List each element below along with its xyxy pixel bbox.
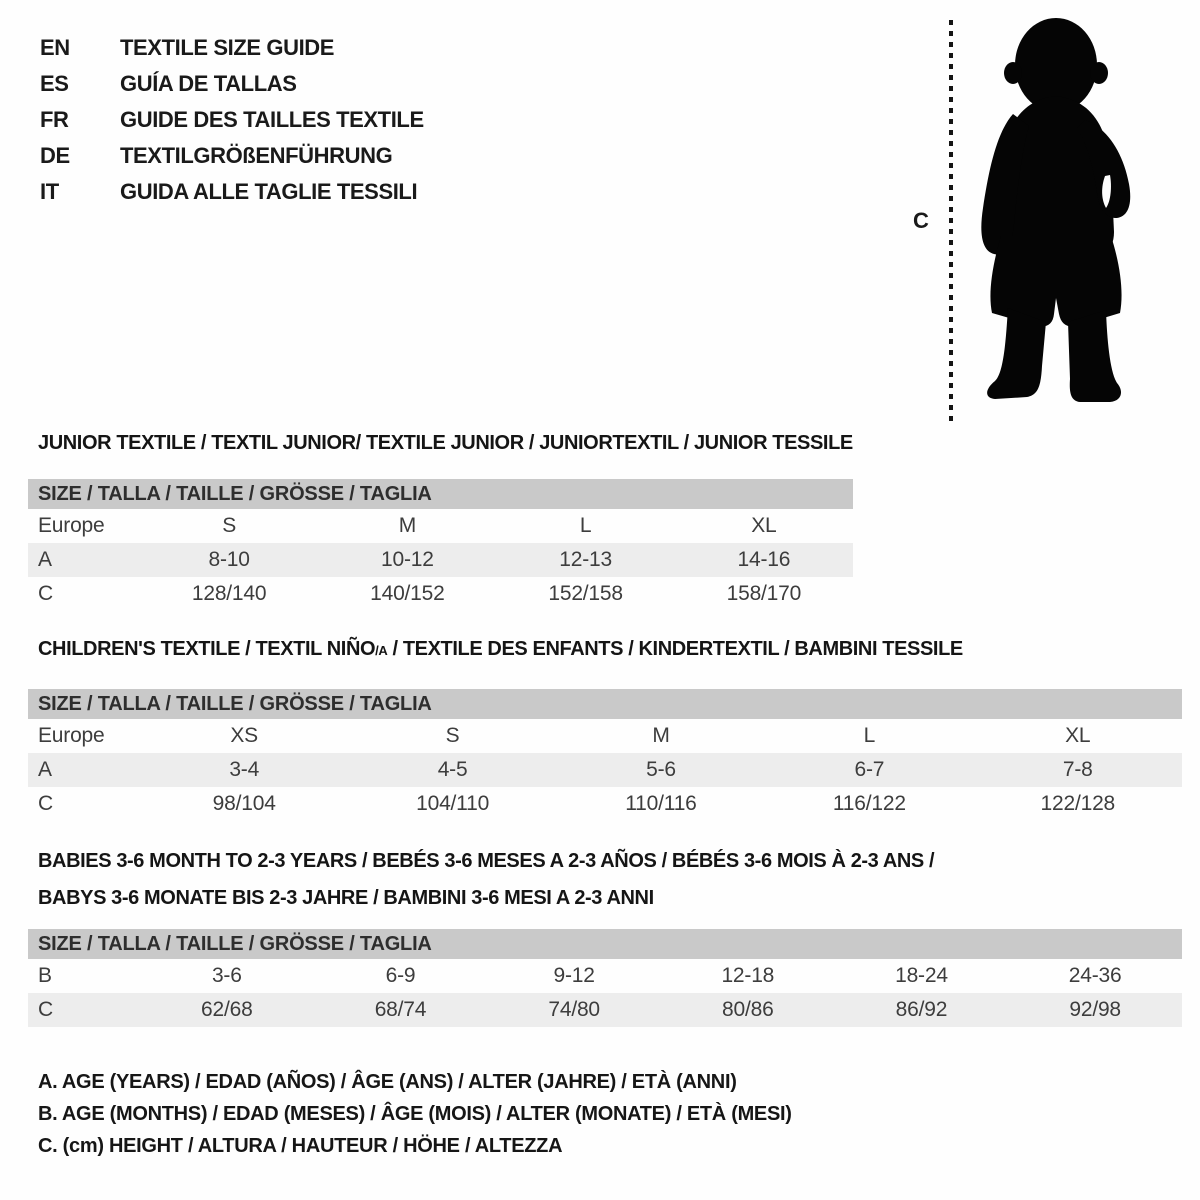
size-cell: 74/80 — [487, 993, 661, 1027]
size-cell: 14-16 — [675, 543, 853, 577]
measurement-legend — [38, 1066, 792, 1162]
section-title-line: BABYS 3-6 MONATE BIS 2-3 JAHRE / BAMBINI 3-6 MESI A 2-3 ANNI — [38, 887, 654, 909]
size-cell: M — [398, 514, 417, 537]
size-cell: 18-24 — [895, 964, 948, 987]
size-cell: 122/128 — [1040, 792, 1116, 815]
size-cell: L — [863, 724, 876, 747]
size-cell: 7-8 — [974, 753, 1182, 787]
language-row-de — [40, 138, 424, 174]
section-children-textile — [28, 637, 1182, 821]
language-row-fr — [40, 102, 424, 138]
size-cell: 80/86 — [661, 993, 835, 1027]
table-header-row — [28, 929, 1182, 959]
language-code: ES — [40, 71, 69, 96]
size-cell: 86/92 — [835, 993, 1009, 1027]
language-row-en — [40, 30, 424, 66]
section-title-part: / TEXTILE DES ENFANTS / KINDERTEXTIL / BAMBINI TESSILE — [387, 638, 963, 660]
section-title — [38, 843, 1182, 917]
size-cell: 116/122 — [832, 792, 906, 815]
table-row — [28, 543, 853, 577]
language-row-es — [40, 66, 424, 102]
size-header-bar: SIZE / TALLA / TAILLE / GRÖSSE / TAGLIA — [28, 929, 1182, 959]
language-title: TEXTILE SIZE GUIDE — [120, 35, 335, 60]
size-cell: 8-10 — [140, 543, 318, 577]
row-label: Europe — [38, 514, 105, 537]
table-row — [28, 787, 1182, 821]
row-label: B — [38, 964, 52, 987]
section-title-subscript: /A — [375, 643, 388, 658]
row-label: C — [38, 792, 53, 815]
size-cell: XL — [751, 514, 777, 537]
language-title: GUIDA ALLE TAGLIE TESSILI — [120, 179, 418, 204]
section-title-line: BABIES 3-6 MONTH TO 2-3 YEARS / BEBÉS 3-6 MESES A 2-3 AÑOS / BÉBÉS 3-6 MOIS À 2-3 ANS / — [38, 850, 935, 872]
table-header-row — [28, 479, 853, 509]
size-header-bar: SIZE / TALLA / TAILLE / GRÖSSE / TAGLIA — [28, 689, 1182, 719]
language-title: TEXTILGRÖßENFÜHRUNG — [120, 143, 393, 168]
babies-size-table — [28, 929, 1182, 1027]
section-title-part: CHILDREN'S TEXTILE / TEXTIL NIÑO — [38, 638, 376, 660]
section-babies-textile — [28, 843, 1182, 1027]
row-label: C — [28, 993, 140, 1027]
size-cell: S — [222, 514, 237, 537]
size-cell: 3-6 — [211, 964, 242, 987]
size-cell: L — [579, 514, 592, 537]
size-cell: XL — [1065, 724, 1091, 747]
size-cell: 24-36 — [1068, 964, 1122, 987]
size-cell: 6-9 — [385, 964, 416, 987]
height-dashed-line — [949, 20, 953, 422]
legend-line-c: C. (cm) HEIGHT / ALTURA / HAUTEUR / HÖHE / ALTEZZA — [38, 1135, 563, 1157]
height-measure-figure — [905, 8, 1175, 433]
table-header-row — [28, 689, 1182, 719]
size-cell: 5-6 — [557, 753, 765, 787]
children-size-table — [28, 689, 1182, 821]
language-code: IT — [40, 179, 59, 204]
language-code: DE — [40, 143, 70, 168]
section-junior-textile — [28, 431, 853, 611]
size-cell: 9-12 — [553, 964, 595, 987]
size-cell: 158/170 — [726, 582, 802, 605]
table-row — [28, 993, 1182, 1027]
section-title: JUNIOR TEXTILE / TEXTIL JUNIOR/ TEXTILE JUNIOR / JUNIORTEXTIL / JUNIOR TESSILE — [38, 432, 853, 454]
size-header-bar: SIZE / TALLA / TAILLE / GRÖSSE / TAGLIA — [28, 479, 853, 509]
size-cell: 152/158 — [548, 582, 623, 605]
size-cell: 12-18 — [721, 964, 775, 987]
size-cell: 4-5 — [348, 753, 556, 787]
language-row-it — [40, 174, 424, 210]
language-code: EN — [40, 35, 70, 60]
size-cell: 62/68 — [140, 993, 314, 1027]
row-label: A — [28, 753, 140, 787]
legend-line-a: A. AGE (YEARS) / EDAD (AÑOS) / ÂGE (ANS) / ALTER (JAHRE) / ETÀ (ANNI) — [38, 1071, 737, 1093]
size-cell: 6-7 — [765, 753, 973, 787]
size-cell: XS — [230, 724, 258, 747]
size-cell: 92/98 — [1008, 993, 1182, 1027]
size-cell: 98/104 — [212, 792, 276, 815]
table-row — [28, 509, 853, 543]
table-row — [28, 959, 1182, 993]
language-code: FR — [40, 107, 69, 132]
language-title: GUÍA DE TALLAS — [120, 71, 297, 96]
size-cell: 140/152 — [370, 582, 445, 605]
size-cell: S — [445, 724, 460, 747]
table-row — [28, 753, 1182, 787]
legend-line-b: B. AGE (MONTHS) / EDAD (MESES) / ÂGE (MOIS) / ALTER (MONATE) / ETÀ (MESI) — [38, 1103, 792, 1125]
row-label: C — [38, 582, 53, 605]
size-cell: 3-4 — [140, 753, 348, 787]
size-cell: 128/140 — [191, 582, 267, 605]
table-row — [28, 577, 853, 611]
toddler-silhouette-icon — [967, 10, 1147, 425]
row-label: A — [28, 543, 140, 577]
language-list — [40, 30, 424, 210]
section-title — [38, 637, 1182, 663]
size-cell: 12-13 — [497, 543, 675, 577]
size-cell: 110/116 — [625, 792, 697, 815]
size-cell: 10-12 — [318, 543, 496, 577]
size-cell: M — [652, 724, 670, 747]
junior-size-table — [28, 479, 853, 611]
table-row — [28, 719, 1182, 753]
size-cell: 104/110 — [416, 792, 490, 815]
size-cell: 68/74 — [314, 993, 488, 1027]
row-label: Europe — [38, 724, 105, 747]
language-title: GUIDE DES TAILLES TEXTILE — [120, 107, 424, 132]
height-measure-label: C — [913, 208, 929, 233]
